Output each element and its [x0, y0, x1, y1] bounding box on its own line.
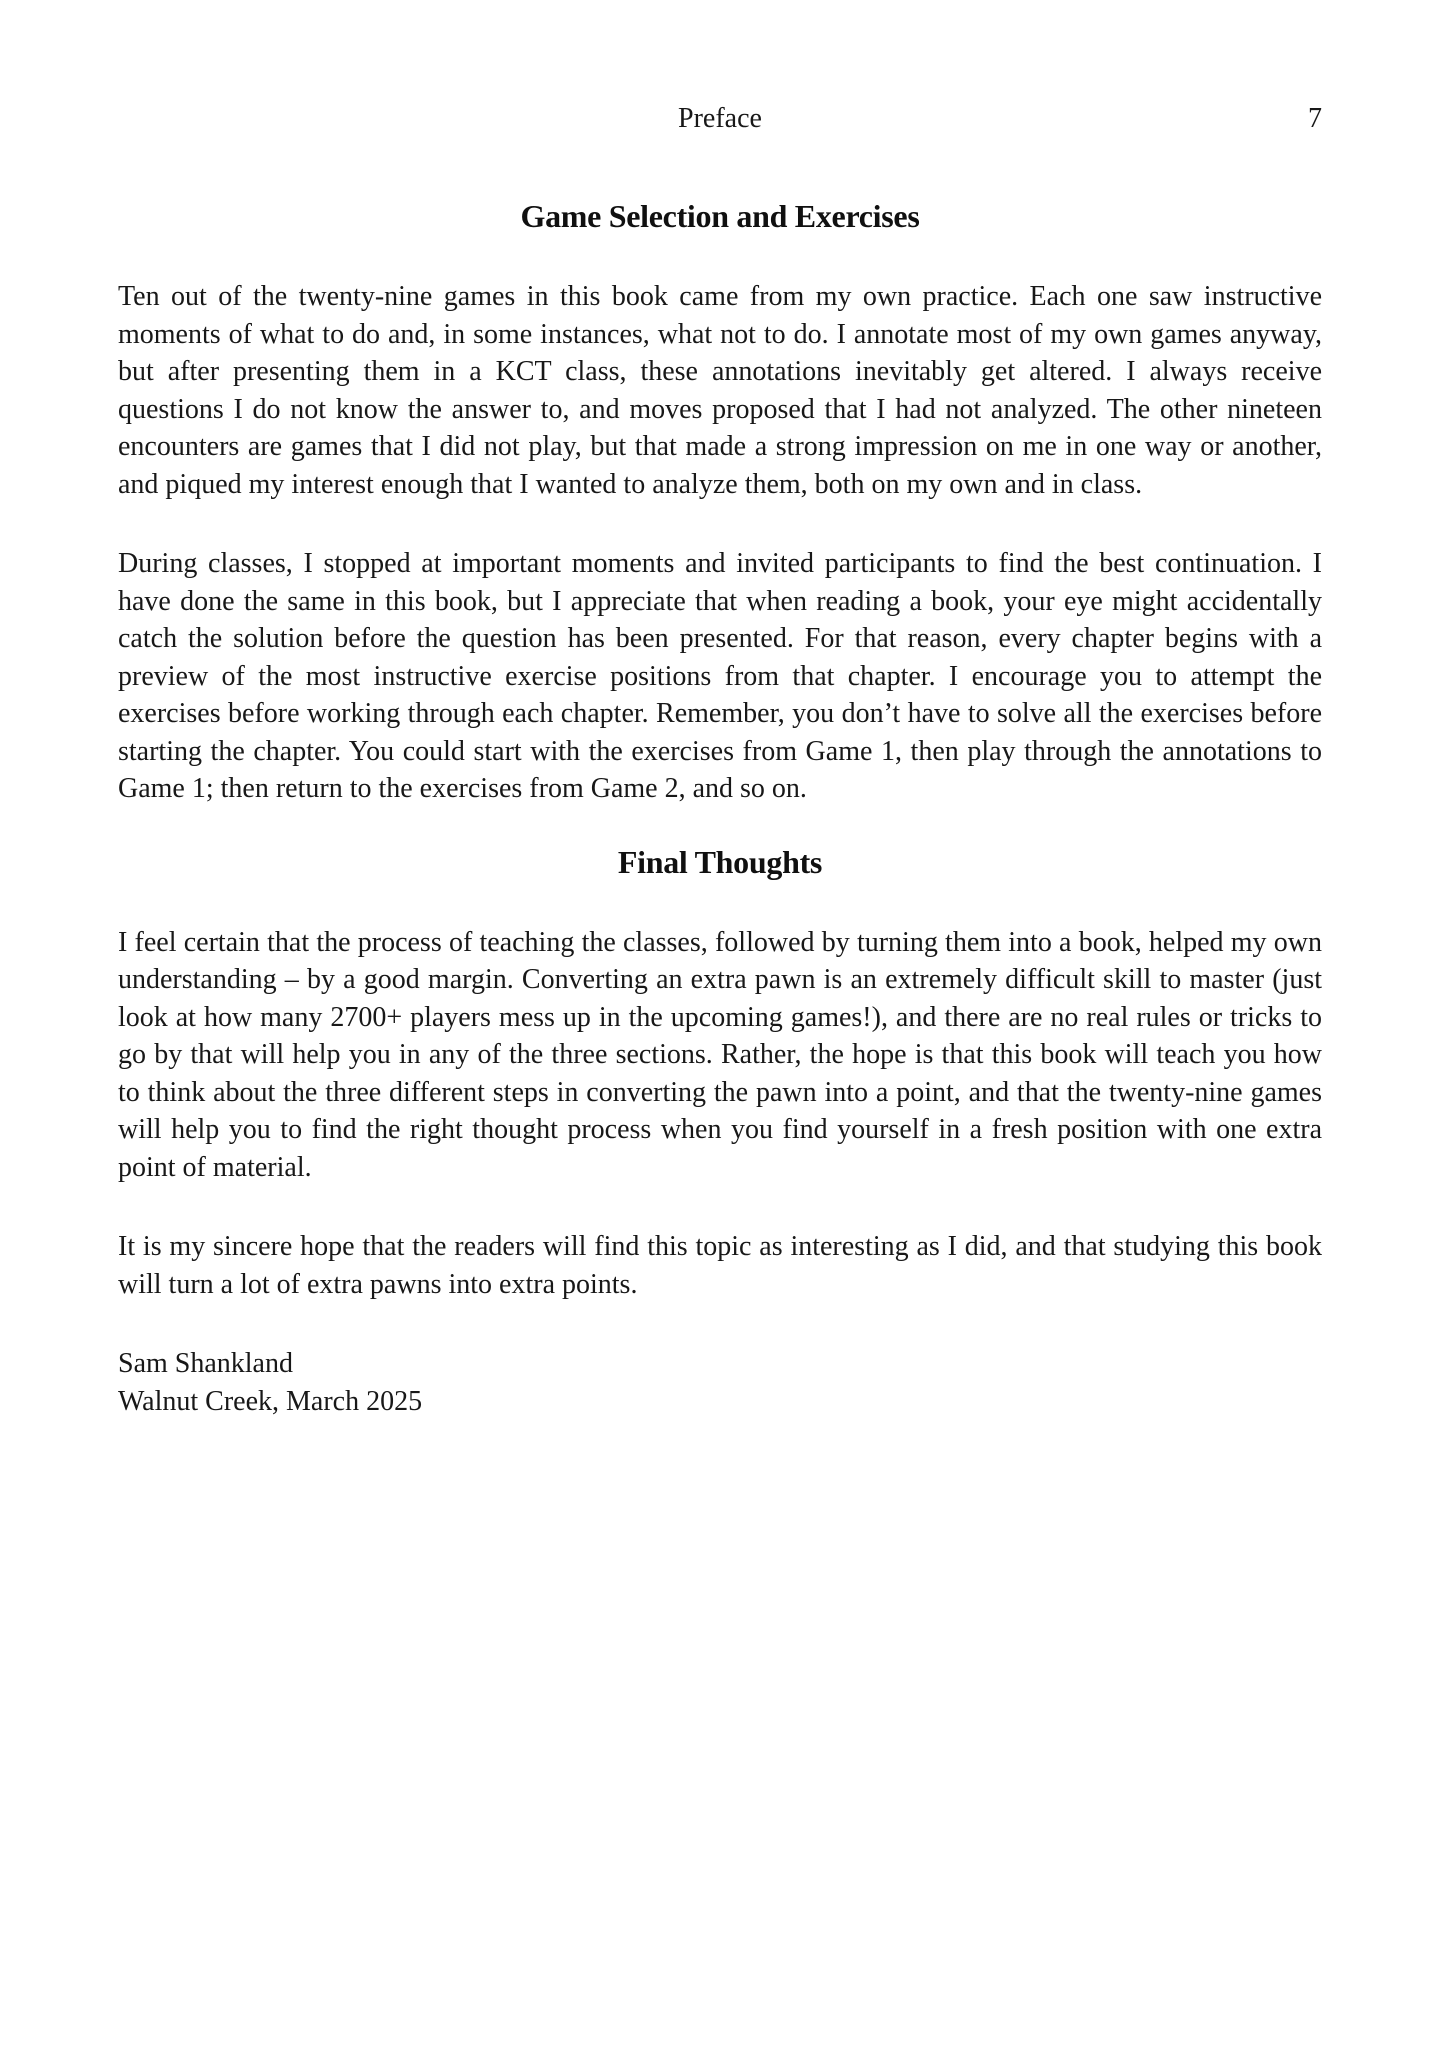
signature-place-date: Walnut Creek, March 2025 [118, 1385, 423, 1417]
page-number: 7 [1308, 103, 1322, 134]
signature-author: Sam Shankland [118, 1348, 293, 1379]
section-heading-game-selection: Game Selection and Exercises [520, 198, 920, 234]
paragraph-final-thoughts-2: It is my sincere hope that the readers will find this topic as interesting as I did, and that studying this book will turn a lot of extra pawns into extra points. [118, 1231, 1322, 1300]
page-content [118, 100, 1322, 1420]
running-head-title: Preface [678, 103, 762, 134]
signature-block [118, 1345, 1322, 1420]
page-header [118, 100, 1322, 138]
paragraph-game-selection-2: During classes, I stopped at important moments and invited participants to find the best continuation. I have done the same in this book, but I appreciate that when reading a book, your eye might accidentally catch the solution before the question has been presented. For that reason, every chapter begins with a preview of the most instructive exercise positions from that chapter. I encourage you to attempt the exercises before working through each chapter. Remember, you don’t have to solve all the exercises before starting the chapter. You could start with the exercises from Game 1, then play through the annotations to Game 1; then return to the exercises from Game 2, and so on. [118, 548, 1322, 804]
section-heading-final-thoughts: Final Thoughts [617, 843, 823, 880]
paragraph-game-selection-1: Ten out of the twenty-nine games in this book came from my own practice. Each one saw instructive moments of what to do and, in some instances, what not to do. I annotate most of my own games anyway, but after presenting them in a KCT class, these annotations inevitably get altered. I always receive questions I do not know the answer to, and moves proposed that I had not analyzed. The other nineteen encounters are games that I did not play, but that made a strong impression on me in one way or another, and piqued my interest enough that I wanted to analyze them, both on my own and in class. [118, 281, 1322, 500]
paragraph-final-thoughts-1: I feel certain that the process of teaching the classes, followed by turning them into a book, helped my own understanding – by a good margin. Converting an extra pawn is an extremely difficult skill to master (just look at how many 2700+ players mess up in the upcoming games!), and there are no real rules or tricks to go by that will help you in any of the three sections. Rather, the hope is that this book will teach you how to think about the three different steps in converting the pawn into a point, and that the twenty-nine games will help you to find the right thought process when you find yourself in a fresh position with one extra point of material. [118, 926, 1322, 1183]
